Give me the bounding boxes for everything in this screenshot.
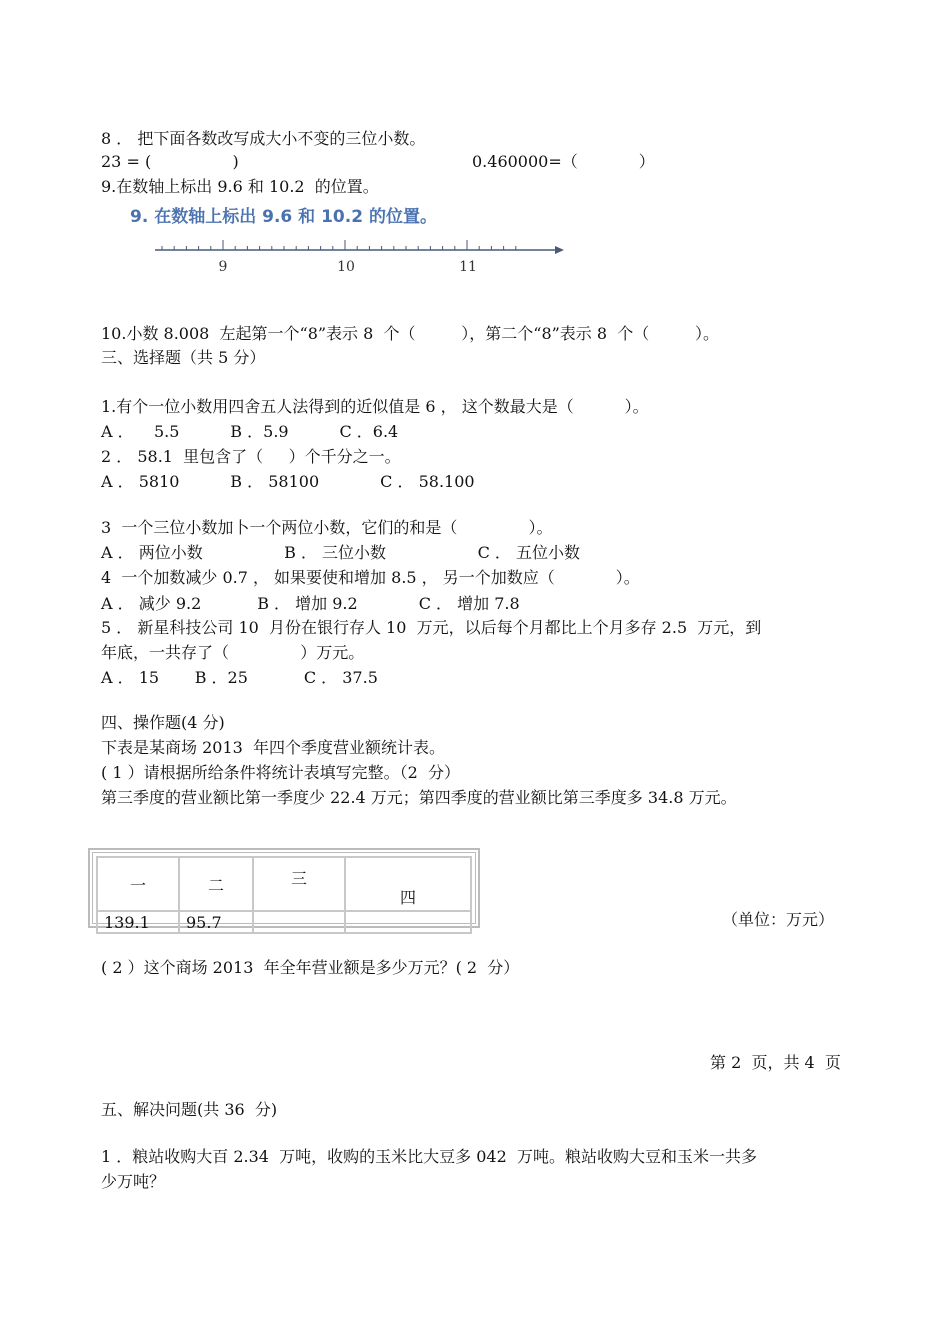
q9-title: 9.在数轴上标出 9.6 和 10.2 的位置。 — [101, 177, 379, 196]
section5-heading: 五、解决问题(共 36 分) — [101, 1100, 278, 1119]
q10: 10.小数 8.008 左起第一个“8”表示 8 个（ ），第二个“8”表示 8 个（ ）。 — [101, 324, 720, 343]
number-line-ticks — [162, 240, 516, 250]
s4-condition: 第三季度的营业额比第一季度少 22.4 万元；第四季度的营业额比第三季度多 34.8 万元。 — [101, 788, 737, 807]
s3-q1: 1.有个一位小数用四舍五人法得到的近似值是 6 ， 这个数最大是（ ）。 — [101, 397, 649, 416]
s3-q3: 3 一个三位小数加卜一个两位小数，它们的和是（ ）。 — [101, 518, 553, 537]
quarterly-sales-table — [88, 848, 480, 932]
s3-q4-options: A ． 减少 9.2 B ． 增加 9.2 C ． 增加 7.8 — [101, 594, 520, 613]
number-line-title: 9. 在数轴上标出 9.6 和 10.2 的位置。 — [130, 207, 437, 227]
stat-table — [96, 856, 472, 934]
s5-q1-line1: 1 ．粮站收购大百 2.34 万吨，收购的玉米比大豆多 042 万吨。粮站收购大豆和玉米一共多 — [101, 1147, 757, 1166]
q8-left-blank: 23 = ( ) — [101, 152, 239, 171]
table-unit: （单位：万元） — [722, 910, 835, 929]
q8-right-blank: 0.460000=（ ） — [472, 152, 655, 171]
table-header-q4: 四 — [345, 857, 471, 911]
page-footer: 第 2 页，共 4 页 — [710, 1053, 841, 1072]
s4-intro: 下表是某商场 2013 年四个季度营业额统计表。 — [101, 738, 445, 757]
s3-q2-options: A ． 5810 B ． 58100 C ． 58.100 — [101, 472, 475, 491]
tick-label-9: 9 — [218, 259, 228, 275]
section3-heading: 三、选择题（共 5 分） — [101, 348, 266, 367]
table-header-q3: 三 — [253, 857, 345, 911]
s3-q2: 2 ． 58.1 里包含了（ ）个千分之一。 — [101, 447, 401, 466]
number-line-arrow — [555, 246, 564, 254]
table-header-q2: 二 — [179, 857, 253, 911]
s4-part1: ( 1 ）请根据所给条件将统计表填写完整。（2 分） — [101, 763, 460, 782]
number-line-figure — [130, 200, 570, 280]
table-cell-q2: 95.7 — [179, 911, 253, 933]
tick-label-10: 10 — [337, 259, 355, 275]
s3-q4: 4 一个加数减少 0.7 ， 如果要使和增加 8.5 ， 另一个加数应（ ）。 — [101, 568, 640, 587]
tick-label-11: 11 — [459, 259, 477, 275]
table-header-q1: 一 — [97, 857, 179, 911]
s3-q5-options: A ． 15 B ．25 C ． 37.5 — [101, 668, 378, 687]
s3-q5-line1: 5 ． 新星科技公司 10 月份在银行存人 10 万元，以后每个月都比上个月多存 2.5 万元，到 — [101, 618, 762, 637]
s3-q1-options: A ． 5.5 B ．5.9 C ．6.4 — [101, 422, 399, 441]
table-cell-q4 — [345, 911, 471, 933]
section4-heading: 四、操作题(4 分) — [101, 713, 225, 732]
table-cell-q3 — [253, 911, 345, 933]
q8-title: 8 ． 把下面各数改写成大小不变的三位小数。 — [101, 129, 426, 148]
s3-q3-options: A ． 两位小数 B ． 三位小数 C ． 五位小数 — [101, 543, 580, 562]
table-cell-q1: 139.1 — [97, 911, 179, 933]
s4-part2: ( 2 ）这个商场 2013 年全年营业额是多少万元？( 2 分） — [101, 958, 520, 977]
s5-q1-line2: 少万吨？ — [101, 1172, 166, 1191]
s3-q5-line2: 年底，一共存了（ ）万元。 — [101, 643, 365, 662]
